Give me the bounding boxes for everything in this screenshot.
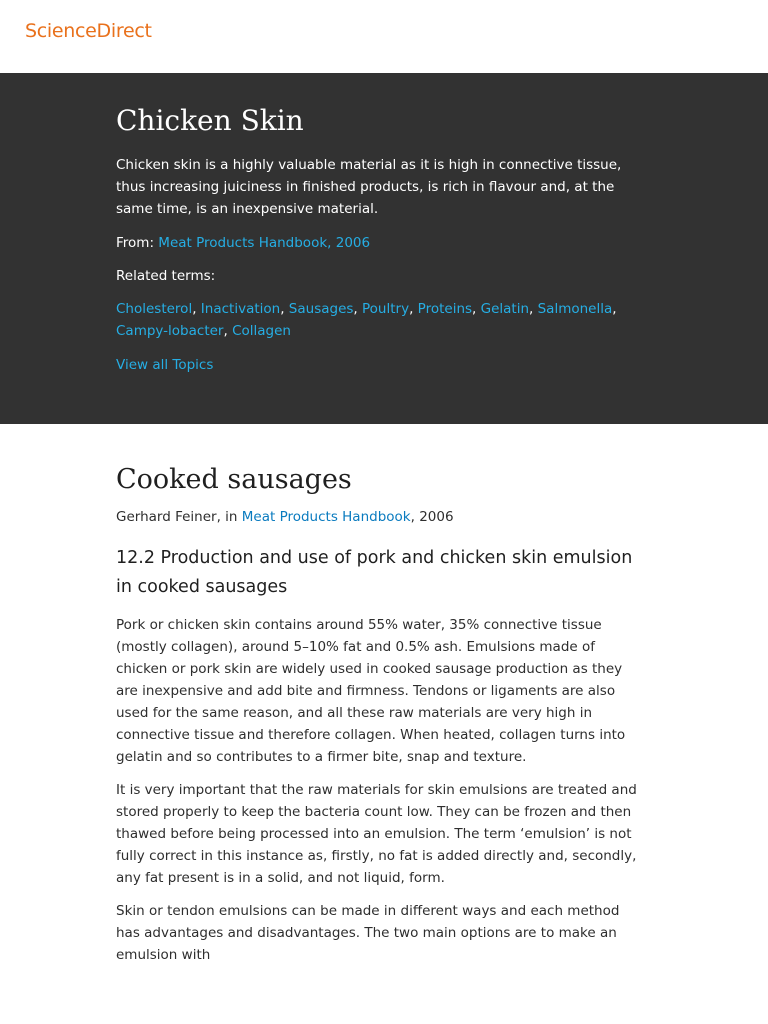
related-terms-list: Cholesterol, Inactivation, Sausages, Poultry, Proteins, Gelatin, Salmonella, Campy-lobacter, Collagen: [116, 301, 617, 339]
term-link-gelatin[interactable]: Gelatin: [480, 301, 530, 317]
topic-banner: [0, 73, 768, 424]
publication-year: , 2006: [410, 509, 454, 525]
article-paragraph-1: Pork or chicken skin contains around 55% water, 35% connective tissue (mostly collagen), around 5–10% fat and 0.5% ash. Emulsions made of chicken or pork skin are widely used in cooked sausage production as they are inexpensive and add bite and firmness. Tendons or ligaments are also used for the same reason, and all these raw materials are very high in connective tissue and therefore collagen. When heated, collagen turns into gelatin and so contributes to a firmer bite, snap and texture.: [116, 617, 626, 765]
article-byline: [116, 506, 646, 528]
article-paragraph-2: It is very important that the raw materials for skin emulsions are treated and stored properly to keep the bacteria count low. They can be frozen and then thawed before being processed into an emulsion. The term ‘emulsion’ is not fully correct in this instance as, firstly, no fat is added directly and, secondly, any fat present is in a solid, and not liquid, form.: [116, 782, 637, 886]
source-book-link[interactable]: Meat Products Handbook, 2006: [158, 235, 371, 251]
term-link-cholesterol[interactable]: Cholesterol: [116, 301, 193, 317]
article-title: Cooked sausages: [116, 464, 352, 495]
related-terms-label: Related terms:: [116, 268, 216, 284]
term-link-inactivation[interactable]: Inactivation: [200, 301, 281, 317]
topic-description: Chicken skin is a highly valuable material as it is high in connective tissue, thus increasing juiciness in finished products, is rich in flavour and, at the same time, is an inexpensive material.: [116, 157, 622, 217]
view-all-topics: [116, 354, 646, 376]
sciencedirect-logo[interactable]: ScienceDirect: [25, 20, 152, 42]
article-paragraph-3: Skin or tendon emulsions can be made in different ways and each method has advantages and disadvantages. The two main options are to make an emulsion with: [116, 903, 620, 963]
author-name: Gerhard Feiner, in: [116, 509, 242, 525]
term-link-sausages[interactable]: Sausages: [288, 301, 354, 317]
term-link-poultry[interactable]: Poultry: [362, 301, 410, 317]
term-link-proteins[interactable]: Proteins: [417, 301, 473, 317]
term-link-collagen[interactable]: Collagen: [232, 323, 291, 339]
topic-source: [116, 232, 646, 254]
topic-title: Chicken Skin: [116, 104, 304, 137]
section-heading: 12.2 Production and use of pork and chicken skin emulsion in cooked sausages: [116, 548, 633, 597]
from-label: From:: [116, 235, 154, 251]
top-header: [0, 0, 768, 73]
view-all-topics-link[interactable]: View all Topics: [116, 357, 214, 373]
article-content: [0, 424, 646, 966]
term-link-salmonella[interactable]: Salmonella: [537, 301, 613, 317]
term-link-campylobacter[interactable]: Campy-lobacter: [116, 323, 224, 339]
book-link[interactable]: Meat Products Handbook: [241, 509, 411, 525]
